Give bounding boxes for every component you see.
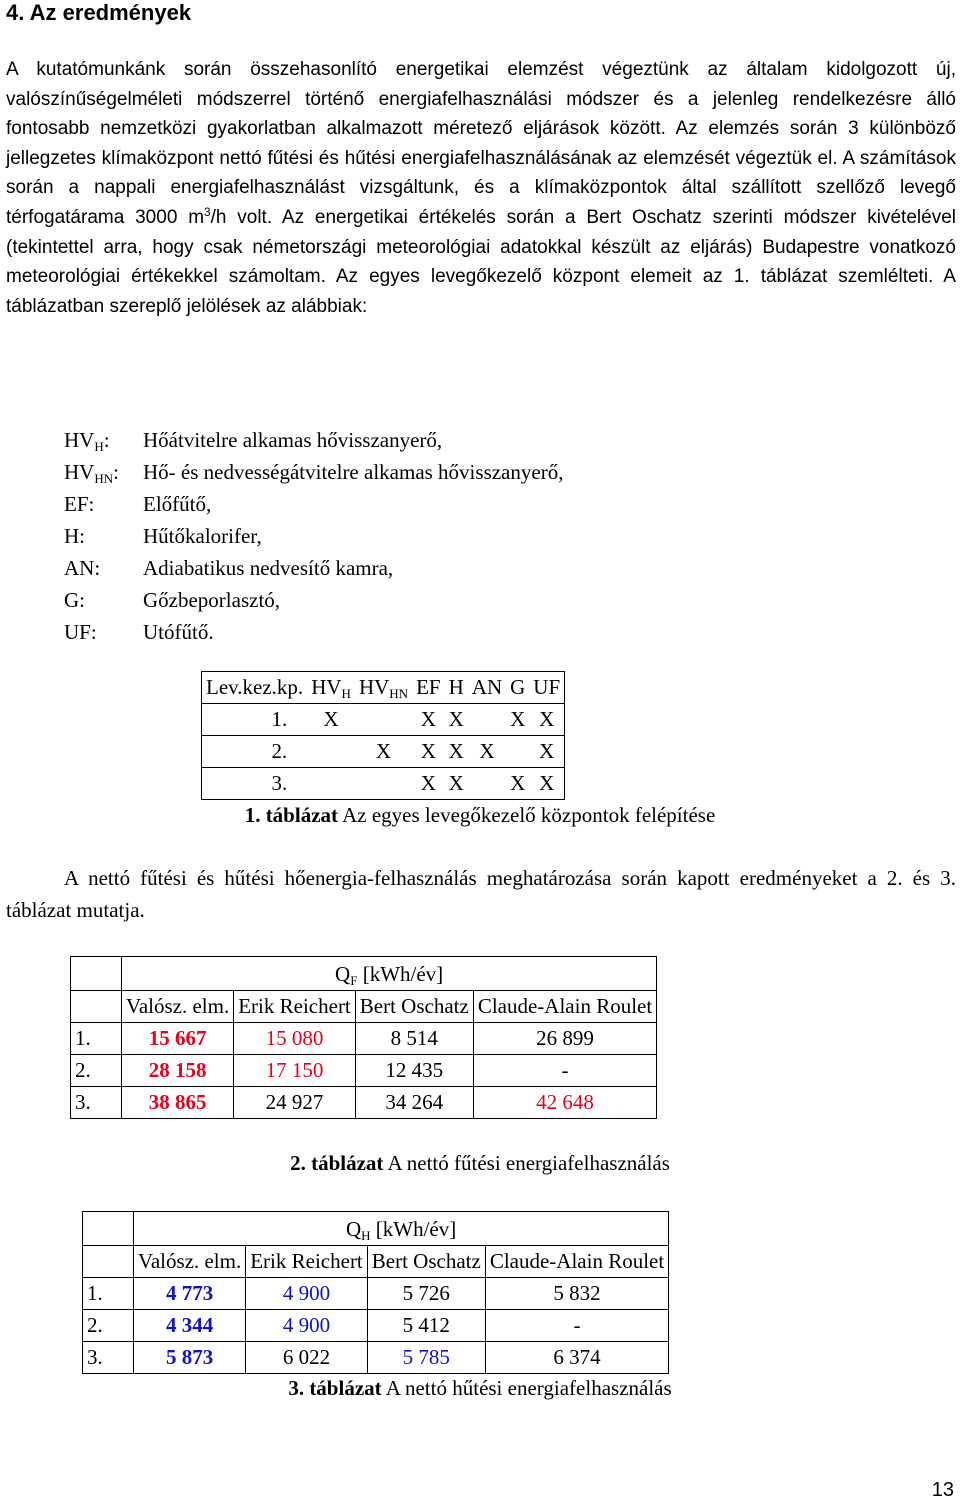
- row-label: 3.: [83, 1342, 134, 1374]
- table-cell: 17 150: [234, 1055, 356, 1087]
- air-handling-unit-table: [201, 671, 565, 800]
- column-header-hvhn: $HV_{HN}$: [355, 672, 412, 704]
- table-cell: X: [529, 704, 564, 736]
- table-row: [202, 736, 565, 768]
- row-label: 1.: [202, 704, 308, 736]
- empty-corner-cell: [71, 957, 122, 991]
- table-cell: 12 435: [355, 1055, 473, 1087]
- table-cell: -: [485, 1310, 668, 1342]
- column-header: Valósz. elm.: [122, 991, 234, 1023]
- table-cell: 4 773: [134, 1278, 246, 1310]
- empty-corner-cell: [83, 1212, 134, 1246]
- table-cell: X: [529, 736, 564, 768]
- table-cell: 15 080: [234, 1023, 356, 1055]
- cooling-energy-table: [82, 1211, 669, 1374]
- table-cell: X: [506, 768, 529, 800]
- heating-energy-table: [70, 956, 657, 1119]
- table-cell: X: [529, 768, 564, 800]
- table-cell: 5 412: [367, 1310, 485, 1342]
- table-cell: X: [445, 736, 468, 768]
- table-cell: X: [445, 704, 468, 736]
- row-label: 3.: [202, 768, 308, 800]
- table-cell: 4 900: [246, 1278, 368, 1310]
- table-cell: 5 832: [485, 1278, 668, 1310]
- column-header: Bert Oschatz: [355, 991, 473, 1023]
- table-cell: 5 726: [367, 1278, 485, 1310]
- table-cell: 4 344: [134, 1310, 246, 1342]
- table-cell: 42 648: [473, 1087, 656, 1119]
- table-cell: [355, 704, 412, 736]
- empty-header-cell: [83, 1246, 134, 1278]
- table-row: [83, 1310, 669, 1342]
- table-cell: 8 514: [355, 1023, 473, 1055]
- table2-caption: 2. táblázat A nettó fűtési energiafelhasználás: [290, 1151, 670, 1175]
- table3-caption: 3. táblázat A nettó hűtési energiafelhasználás: [288, 1376, 672, 1400]
- table-header-row: [83, 1246, 669, 1278]
- table-title-row: [71, 957, 657, 991]
- table-cell: [355, 768, 412, 800]
- table-cell: X: [412, 736, 445, 768]
- table-cell: [468, 768, 506, 800]
- section-heading: 4. Az eredmények: [6, 0, 192, 25]
- table-cell: X: [412, 704, 445, 736]
- table-cell: 6 374: [485, 1342, 668, 1374]
- column-header-uf: UF: [529, 672, 564, 704]
- column-header-an: AN: [468, 672, 506, 704]
- table-header-row: [71, 991, 657, 1023]
- table-cell: 5 873: [134, 1342, 246, 1374]
- column-header-h: H: [445, 672, 468, 704]
- table-cell: X: [355, 736, 412, 768]
- table1-caption: 1. táblázat Az egyes levegőkezelő központok felépítése: [244, 803, 716, 827]
- page-number: 13: [931, 1479, 954, 1501]
- row-label: 2.: [71, 1055, 122, 1087]
- column-header-g: G: [506, 672, 529, 704]
- table-row: [83, 1278, 669, 1310]
- table-row: [83, 1342, 669, 1374]
- table-cell: 15 667: [122, 1023, 234, 1055]
- table-cell: [506, 736, 529, 768]
- column-header: Erik Reichert: [246, 1246, 368, 1278]
- column-header: Claude-Alain Roulet: [473, 991, 656, 1023]
- intro-paragraph: A kutatómunkánk során összehasonlító energetikai elemzést végeztünk az általam kidolgozott új, valószínűségelméleti módszerrel történő energiafelhasználási módszer és a jelenleg rendelkezésre álló fontosabb nemzetközi gyakorlatban alkalmazott méretező eljárások között. Az elemzés során 3 különböző jellegzetes klímaközpont nettó fűtési és hűtési energiafelhasználásának az elemzését végeztük el. A számítások során a nappali energiafelhasználást vizsgáltunk, és a klímaközpontok által szállított szellőző levegő térfogatárama 3000 $m^3/h$ volt. Az energetikai értékelés során a Bert Oschatz szerinti módszer kivételével (tekintettel arra, hogy csak németországi meteorológiai adatokkal készült az eljárás) Budapestre vonatkozó meteorológiai értékekkel számoltam. Az egyes levegőkezelő központ elemeit az 1. táblázat szemlélteti. A táblázatban szereplő jelölések az alábbiak:: [6, 59, 956, 317]
- table-row: [71, 1055, 657, 1087]
- table-title: $Q_H$ [kWh/év]: [134, 1212, 669, 1246]
- table-cell: -: [473, 1055, 656, 1087]
- table-row: [71, 1023, 657, 1055]
- empty-header-cell: [71, 991, 122, 1023]
- table-cell: 34 264: [355, 1087, 473, 1119]
- column-header: Erik Reichert: [234, 991, 356, 1023]
- results-paragraph: A nettó fűtési és hűtési hőenergia-felhasználás meghatározása során kapott eredményeket a 2. és 3. táblázat mutatja.: [6, 866, 956, 922]
- column-header: Claude-Alain Roulet: [485, 1246, 668, 1278]
- table-cell: 26 899: [473, 1023, 656, 1055]
- table-cell: [307, 736, 355, 768]
- table-cell: X: [506, 704, 529, 736]
- table-title-row: [83, 1212, 669, 1246]
- table-cell: 5 785: [367, 1342, 485, 1374]
- row-label: 1.: [83, 1278, 134, 1310]
- table-cell: 38 865: [122, 1087, 234, 1119]
- column-header-ef: EF: [412, 672, 445, 704]
- table-row: [202, 768, 565, 800]
- table-cell: 24 927: [234, 1087, 356, 1119]
- table-row: [202, 704, 565, 736]
- row-label: 2.: [83, 1310, 134, 1342]
- row-label: 1.: [71, 1023, 122, 1055]
- row-label: 2.: [202, 736, 308, 768]
- table-cell: X: [412, 768, 445, 800]
- table-cell: [307, 768, 355, 800]
- column-header: Bert Oschatz: [367, 1246, 485, 1278]
- column-header-hvh: $HV_H$: [307, 672, 355, 704]
- table-cell: X: [445, 768, 468, 800]
- table-cell: 28 158: [122, 1055, 234, 1087]
- row-label: 3.: [71, 1087, 122, 1119]
- table-cell: 6 022: [246, 1342, 368, 1374]
- table-row: [71, 1087, 657, 1119]
- column-header: Valósz. elm.: [134, 1246, 246, 1278]
- table-cell: X: [307, 704, 355, 736]
- table-title: $Q_F$ [kWh/év]: [122, 957, 657, 991]
- table-cell: X: [468, 736, 506, 768]
- table-cell: [468, 704, 506, 736]
- table-cell: 4 900: [246, 1310, 368, 1342]
- column-header-unit: Lev.kez.kp.: [202, 672, 308, 704]
